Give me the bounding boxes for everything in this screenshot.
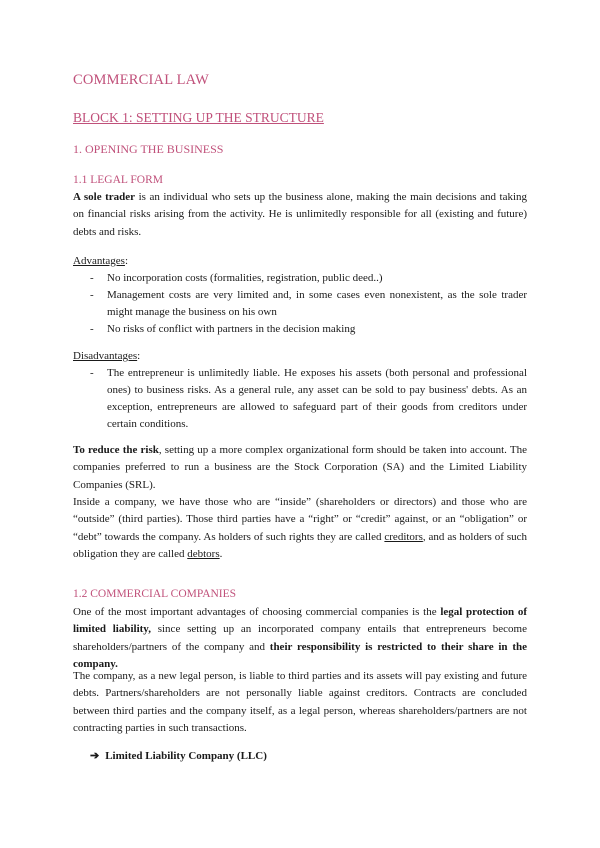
- dash-bullet-icon: -: [90, 323, 94, 335]
- reduce-risk-paragraph: To reduce the risk, setting up a more complex organizational form should be taken into account. The companies preferred to run a business are the Stock Corporation (SA) and the Limited Liability Companies (SRL).: [73, 444, 527, 491]
- dash-bullet-icon: -: [90, 272, 94, 284]
- disadvantages-list: [73, 365, 527, 433]
- subsection-heading-legal-form: 1.1 LEGAL FORM: [73, 174, 163, 186]
- list-item: - No risks of conflict with partners in the decision making: [73, 321, 527, 338]
- advantages-label: Advantages:: [73, 255, 128, 267]
- sole-trader-term: A sole trader: [73, 191, 136, 203]
- debtors-term: debtors: [187, 547, 220, 560]
- legal-person-paragraph: The company, as a new legal person, is liable to third parties and its assets will pay existing and future debts. Partners/shareholders are not personally liable against creditors. Contracts are concluded between third parties and the company itself, as a legal person, whereas shareholders/partners are not contracting parties in such transactions.: [73, 670, 527, 734]
- right-arrow-icon: ➔: [90, 750, 100, 762]
- subsection-heading-commercial-companies: 1.2 COMMERCIAL COMPANIES: [73, 588, 237, 600]
- inside-outside-paragraph: Inside a company, we have those who are “inside” (shareholders or directors) and those who are “outside” (third parties). Those third parties have a “right” or “credit” against, or an “obligation” or “debt” towards the company. As holders of such rights they are called creditors, and as holders of such obligation they are called debtors.: [73, 496, 527, 560]
- list-item: - Management costs are very limited and, in some cases even nonexistent, as the sole trader might manage the business on his own: [90, 289, 527, 318]
- sole-trader-paragraph: [73, 189, 527, 241]
- section-title: 1. OPENING THE BUSINESS: [73, 142, 224, 156]
- advantages-list: [73, 270, 527, 338]
- reduce-risk-term: To reduce the risk: [73, 444, 159, 456]
- list-item: - No incorporation costs (formalities, registration, public deed..): [73, 270, 527, 287]
- list-item: - The entrepreneur is unlimitedly liable. He exposes his assets (both personal and professional ones) to business risks. As a general rule, any asset can be sold to pay business' debts. As an exception, entrepreneurs are allowed to safeguard part of their goods from creditors under certain conditions.: [90, 367, 527, 430]
- disadvantages-label: Disadvantages:: [73, 350, 141, 362]
- sole-trader-definition: is an individual who sets up the business alone, making the main decisions and taking on financial risks arising from the activity. He is unlimitedly responsible for all (existing and future) debts and risks.: [73, 191, 528, 238]
- creditors-term: creditors: [384, 530, 423, 543]
- limited-liability-paragraph: One of the most important advantages of choosing commercial companies is the legal protection of limited liability, since setting up an incorporated company entails that entrepreneurs become shareholders/partners of the company and their responsibility is restricted to their share in the company.: [73, 606, 528, 670]
- document-title: COMMERCIAL LAW: [73, 72, 210, 88]
- dash-bullet-icon: -: [90, 367, 94, 379]
- llc-arrow-item: ➔ Limited Liability Company (LLC): [90, 748, 267, 765]
- dash-bullet-icon: -: [90, 289, 94, 301]
- block-title: BLOCK 1: SETTING UP THE STRUCTURE: [73, 110, 324, 125]
